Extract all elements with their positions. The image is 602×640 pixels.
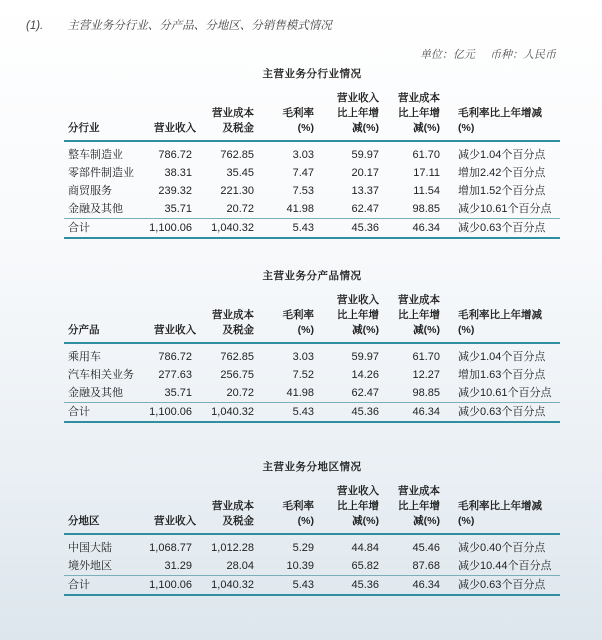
table-cell: 减少1.04个百分点 — [458, 351, 546, 363]
table-body — [64, 146, 560, 239]
column-header: 分行业 — [68, 122, 100, 134]
table-cell: 45.46 — [412, 542, 440, 554]
table-cell: 98.85 — [412, 387, 440, 399]
currency-label: 币种：人民币 — [490, 49, 556, 61]
section-heading — [26, 17, 332, 35]
table-cell: 20.17 — [351, 167, 379, 179]
row-label: 汽车相关业务 — [68, 369, 134, 381]
row-label: 合计 — [68, 579, 90, 591]
table-cell: 7.47 — [292, 167, 314, 179]
table-cell: 59.97 — [351, 351, 379, 363]
header-rule — [64, 140, 560, 142]
table-cell: 7.52 — [292, 369, 314, 381]
column-header: 毛利率 (%) — [282, 309, 314, 336]
table-cell: 11.54 — [413, 185, 440, 197]
table-cell: 46.34 — [412, 406, 440, 418]
section-title: 主营业务分行业、分产品、分地区、分销售模式情况 — [67, 20, 332, 32]
table-cell: 762.85 — [220, 149, 254, 161]
table-cell: 17.11 — [413, 167, 440, 179]
section-number: (1). — [26, 20, 44, 32]
table-cell: 28.04 — [226, 560, 254, 572]
table-header — [64, 80, 560, 138]
table-cell: 1,040.32 — [211, 579, 254, 591]
table-cell: 7.53 — [292, 185, 314, 197]
column-header: 分地区 — [68, 515, 100, 527]
table-cell: 1,100.06 — [149, 222, 192, 234]
bottom-rule — [64, 421, 560, 423]
table-row — [64, 182, 560, 200]
row-label: 合计 — [68, 222, 90, 234]
table-cell: 20.72 — [226, 203, 254, 215]
table-cell: 41.98 — [286, 203, 314, 215]
table-cell: 45.36 — [351, 406, 379, 418]
table-body — [64, 348, 560, 423]
table-cell: 1,100.06 — [149, 579, 192, 591]
table-cell: 1,040.32 — [211, 406, 254, 418]
header-rule — [64, 342, 560, 344]
unit-label: 单位：亿元 — [419, 49, 475, 61]
table-cell: 45.36 — [351, 222, 379, 234]
column-header: 毛利率比上年增减 (%) — [458, 107, 542, 134]
table-title: 主营业务分产品情况 — [262, 270, 362, 282]
table-row — [64, 557, 560, 575]
table-cell: 35.71 — [164, 203, 192, 215]
table-header — [64, 473, 560, 531]
row-label: 乘用车 — [68, 351, 101, 363]
column-header: 营业成本 比上年增 减(%) — [398, 92, 440, 134]
column-header: 营业成本 比上年增 减(%) — [398, 294, 440, 336]
table-cell: 62.47 — [351, 387, 379, 399]
table-cell: 65.82 — [351, 560, 379, 572]
row-label: 金融及其他 — [68, 203, 123, 215]
table-cell: 3.03 — [292, 149, 314, 161]
table-by-region — [64, 459, 560, 599]
table-cell: 12.27 — [412, 369, 440, 381]
table-cell: 1,012.28 — [211, 542, 254, 554]
table-cell: 46.34 — [412, 579, 440, 591]
table-cell: 239.32 — [158, 185, 192, 197]
column-header: 营业成本 比上年增 减(%) — [398, 485, 440, 527]
column-header: 分产品 — [68, 324, 100, 336]
table-cell: 20.72 — [226, 387, 254, 399]
table-cell: 38.31 — [164, 167, 192, 179]
table-cell: 减少0.63个百分点 — [458, 579, 546, 591]
row-label: 境外地区 — [68, 560, 112, 572]
table-cell: 减少1.04个百分点 — [458, 149, 546, 161]
table-cell: 增加2.42个百分点 — [458, 167, 546, 179]
table-row — [64, 539, 560, 557]
row-label: 金融及其他 — [68, 387, 123, 399]
total-row — [64, 576, 560, 594]
table-cell: 增加1.52个百分点 — [458, 185, 546, 197]
table-row — [64, 348, 560, 366]
table-cell: 31.29 — [164, 560, 192, 572]
table-cell: 786.72 — [158, 149, 192, 161]
table-cell: 44.84 — [351, 542, 379, 554]
total-row — [64, 219, 560, 237]
table-cell: 98.85 — [412, 203, 440, 215]
table-cell: 46.34 — [412, 222, 440, 234]
column-header: 毛利率比上年增减 (%) — [458, 309, 542, 336]
table-cell: 221.30 — [220, 185, 254, 197]
table-cell: 5.29 — [292, 542, 314, 554]
table-cell: 5.43 — [292, 406, 314, 418]
table-row — [64, 384, 560, 402]
table-cell: 减少10.61个百分点 — [458, 387, 552, 399]
table-cell: 87.68 — [412, 560, 440, 572]
column-header: 毛利率 (%) — [282, 500, 314, 527]
table-cell: 62.47 — [351, 203, 379, 215]
table-cell: 256.75 — [220, 369, 254, 381]
bottom-rule — [64, 594, 560, 596]
table-cell: 5.43 — [292, 222, 314, 234]
table-cell: 786.72 — [158, 351, 192, 363]
table-body — [64, 539, 560, 596]
table-cell: 1,100.06 — [149, 406, 192, 418]
row-label: 商贸服务 — [68, 185, 112, 197]
table-row — [64, 146, 560, 164]
table-cell: 762.85 — [220, 351, 254, 363]
total-row — [64, 403, 560, 421]
bottom-rule — [64, 237, 560, 239]
column-header: 毛利率比上年增减 (%) — [458, 500, 542, 527]
table-row — [64, 366, 560, 384]
table-cell: 45.36 — [351, 579, 379, 591]
table-cell: 61.70 — [412, 351, 440, 363]
table-row — [64, 164, 560, 182]
table-cell: 14.26 — [351, 369, 379, 381]
table-cell: 1,068.77 — [149, 542, 192, 554]
row-label: 零部件制造业 — [68, 167, 134, 179]
table-by-product — [64, 268, 560, 426]
column-header: 营业收入 比上年增 减(%) — [337, 485, 379, 527]
table-cell: 41.98 — [286, 387, 314, 399]
table-cell: 5.43 — [292, 579, 314, 591]
unit-note — [408, 46, 556, 62]
column-header: 毛利率 (%) — [282, 107, 314, 134]
table-header — [64, 282, 560, 340]
table-cell: 13.37 — [351, 185, 379, 197]
table-cell: 减少10.61个百分点 — [458, 203, 552, 215]
column-header: 营业收入 — [154, 515, 196, 527]
table-cell: 3.03 — [292, 351, 314, 363]
column-header: 营业收入 比上年增 减(%) — [337, 294, 379, 336]
table-cell: 10.39 — [286, 560, 314, 572]
table-row — [64, 200, 560, 218]
column-header: 营业收入 — [154, 324, 196, 336]
table-cell: 减少0.40个百分点 — [458, 542, 546, 554]
table-title: 主营业务分地区情况 — [262, 461, 362, 473]
table-cell: 35.71 — [164, 387, 192, 399]
column-header: 营业成本 及税金 — [212, 107, 254, 134]
table-by-industry — [64, 66, 560, 241]
table-cell: 35.45 — [226, 167, 254, 179]
row-label: 整车制造业 — [68, 149, 123, 161]
table-cell: 59.97 — [351, 149, 379, 161]
column-header: 营业收入 比上年增 减(%) — [337, 92, 379, 134]
column-header: 营业收入 — [154, 122, 196, 134]
column-header: 营业成本 及税金 — [212, 500, 254, 527]
table-cell: 减少0.63个百分点 — [458, 406, 546, 418]
table-cell: 减少0.63个百分点 — [458, 222, 546, 234]
table-cell: 1,040.32 — [211, 222, 254, 234]
table-cell: 减少10.44个百分点 — [458, 560, 552, 572]
table-title: 主营业务分行业情况 — [262, 68, 362, 80]
table-cell: 61.70 — [412, 149, 440, 161]
header-rule — [64, 533, 560, 535]
row-label: 合计 — [68, 406, 90, 418]
table-cell: 277.63 — [158, 369, 192, 381]
column-header: 营业成本 及税金 — [212, 309, 254, 336]
row-label: 中国大陆 — [68, 542, 112, 554]
table-cell: 增加1.63个百分点 — [458, 369, 546, 381]
